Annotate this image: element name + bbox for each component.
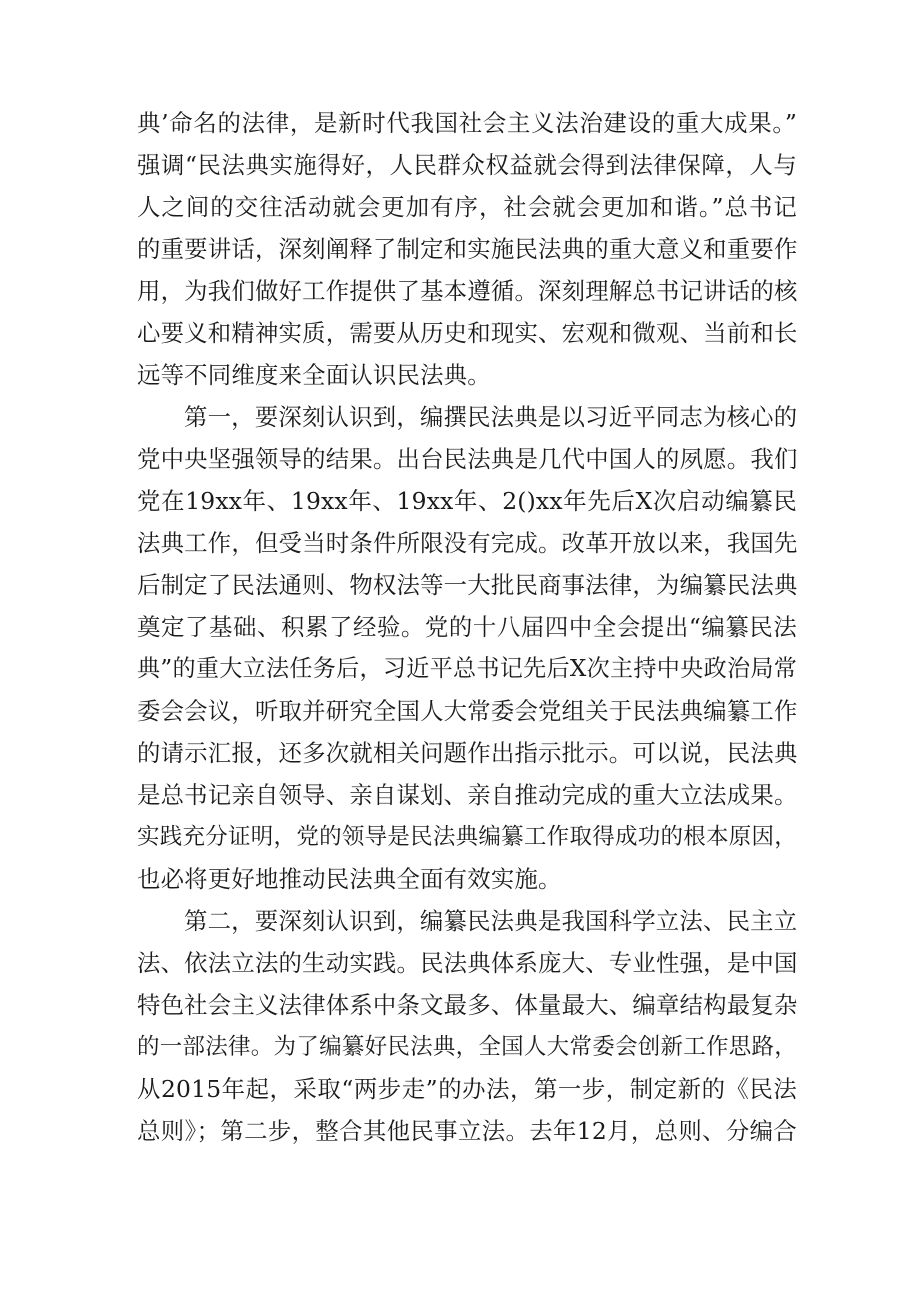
paragraph-first-point: [137, 396, 797, 900]
text-line: 人之间的交往活动就会更加有序，社会就会更加和谐。”总书记: [137, 193, 797, 221]
text-line: 党在19xx年、19xx年、19xx年、2()xx年先后X次启动编纂民: [137, 487, 797, 515]
text-line: 第一，要深刻认识到，编撰民法典是以习近平同志为核心的: [184, 403, 798, 431]
text-line: 法典工作，但受当时条件所限没有完成。改革开放以来，我国先: [137, 529, 798, 557]
text-line: 党中央坚强领导的结果。出台民法典是几代中国人的夙愿。我们: [137, 445, 798, 473]
text-line: 总则》；第二步，整合其他民事立法。去年12月，总则、分编合: [137, 1117, 797, 1145]
text-line: 从2015年起，采取“两步走”的办法，第一步，制定新的《民法: [137, 1075, 797, 1103]
text-line: 的重要讲话，深刻阐释了制定和实施民法典的重大意义和重要作: [137, 235, 798, 263]
text-line: 是总书记亲自领导、亲自谋划、亲自推动完成的重大立法成果。: [137, 781, 798, 809]
text-line: 法、依法立法的生动实践。民法典体系庞大、专业性强，是中国: [137, 949, 798, 977]
text-line: 委会会议，听取并研究全国人大常委会党组关于民法典编纂工作: [137, 697, 798, 725]
text-line: 用，为我们做好工作提供了基本遵循。深刻理解总书记讲话的核: [137, 277, 798, 305]
text-line: 实践充分证明，党的领导是民法典编纂工作取得成功的根本原因，: [137, 824, 797, 850]
text-line: 的请示汇报，还多次就相关问题作出指示批示。可以说，民法典: [137, 739, 798, 767]
document-body: [137, 102, 797, 1152]
text-line: 奠定了基础、积累了经验。党的十八届四中全会提出“编纂民法: [137, 613, 797, 641]
text-line: 后制定了民法通则、物权法等一大批民商事法律，为编纂民法典: [137, 571, 798, 599]
text-line: 强调“民法典实施得好，人民群众权益就会得到法律保障，人与: [137, 151, 797, 179]
text-line: 典’命名的法律，是新时代我国社会主义法治建设的重大成果。”: [137, 109, 797, 137]
paragraph-intro-continuation: [137, 102, 797, 396]
text-line: 典”的重大立法任务后，习近平总书记先后X次主持中央政治局常: [137, 656, 797, 682]
text-line: 第二，要深刻认识到，编纂民法典是我国科学立法、民主立: [184, 907, 798, 935]
paragraph-second-point: [137, 900, 797, 1152]
text-line: 心要义和精神实质，需要从历史和现实、宏观和微观、当前和长: [137, 319, 798, 347]
text-line: 的一部法律。为了编纂好民法典，全国人大常委会创新工作思路，: [137, 1034, 797, 1060]
text-line: 远等不同维度来全面认识民法典。: [137, 361, 491, 389]
text-line: 特色社会主义法律体系中条文最多、体量最大、编章结构最复杂: [137, 991, 798, 1019]
text-line: 也必将更好地推动民法典全面有效实施。: [137, 865, 562, 893]
